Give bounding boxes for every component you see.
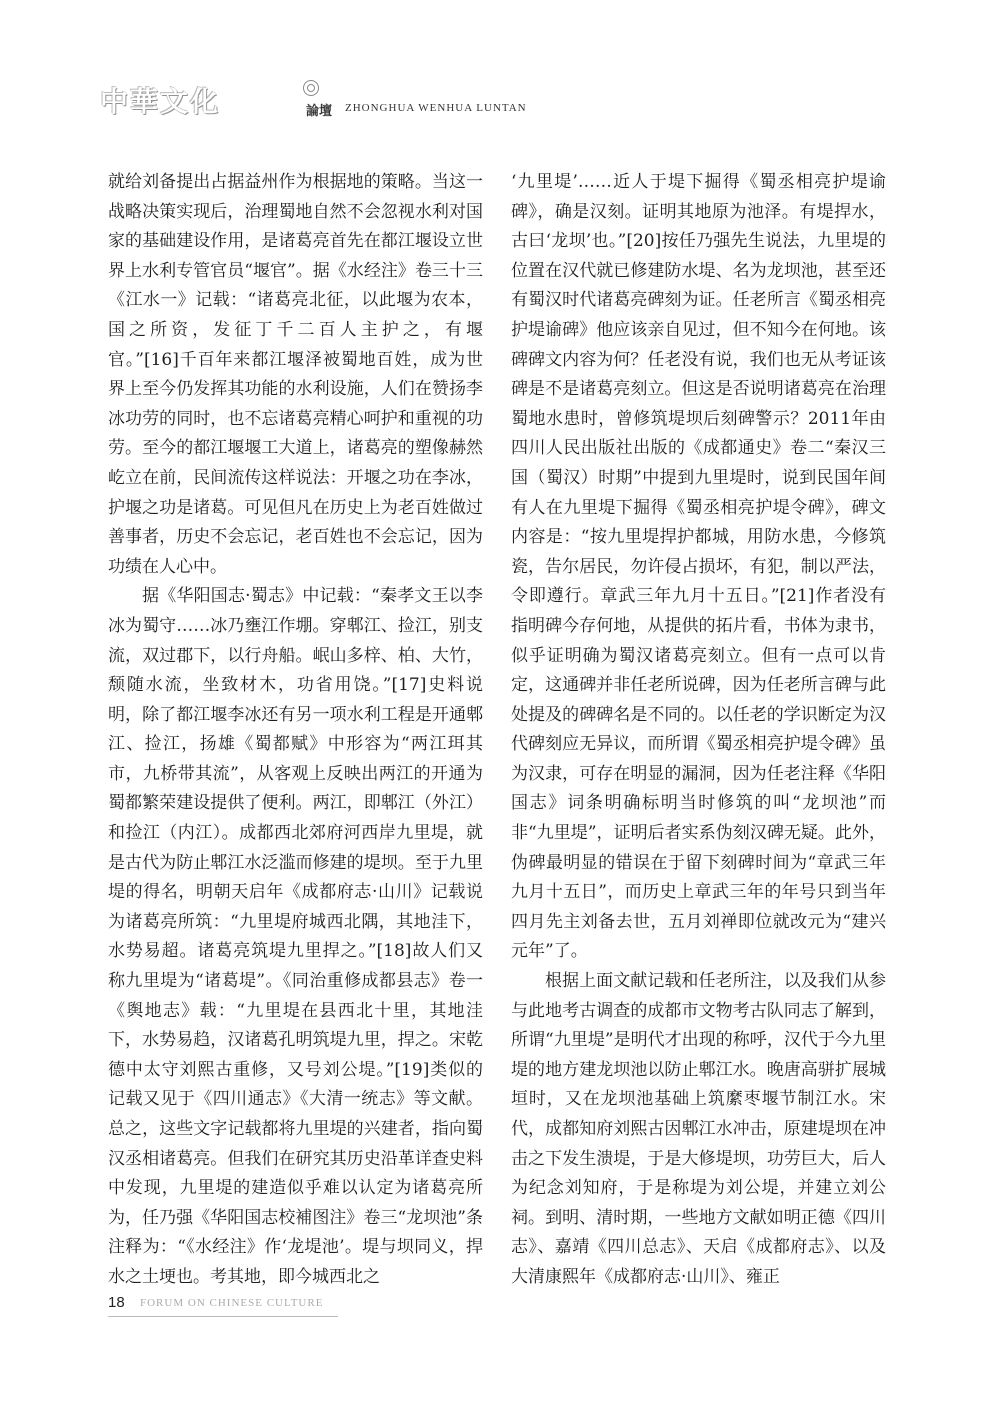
footer-journal-name: FORUM ON CHINESE CULTURE (140, 1297, 324, 1309)
paragraph: 就给刘备提出占据益州作为根据地的策略。当这一战略决策实现后，治理蜀地自然不会忽视水利对国家的基础建设作用，是诸葛亮首先在都江堰设立世界上水利专管官员“堰官”。据《水经注》卷三十三《江水一》记载：“诸葛亮北征，以此堰为农本，国之所资，发征丁千二百人主护之，有堰官。”[16]千百年来都江堰泽被蜀地百姓，成为世界上至今仍发挥其功能的水利设施，人们在赞扬李冰功劳的同时，也不忘诸葛亮精心呵护和重视的功劳。至今的都江堰堰工大道上，诸葛亮的塑像赫然屹立在前，民间流传这样说法：开堰之功在李冰，护堰之功是诸葛。可见但凡在历史上为老百姓做过善事者，历史不会忘记，老百姓也不会忘记，因为功绩在人心中。 (108, 172, 483, 577)
journal-name-pinyin: ZHONGHUA WENHUA LUNTAN (345, 102, 527, 114)
journal-header (100, 80, 527, 120)
footer-divider (108, 1316, 338, 1317)
paragraph: ‘九里堤’……近人于堤下掘得《蜀丞相亮护堤谕碑》，确是汉刻。证明其地原为池泽。有堤捍水，古曰‘龙坝’也。”[20]按任乃强先生说法，九里堤的位置在汉代就已修建防水堤、名为龙坝池，甚至还有蜀汉时代诸葛亮碑刻为证。任老所言《蜀丞相亮护堤谕碑》他应该亲自见过，但不知今在何地。该碑碑文内容为何？任老没有说，我们也无从考证该碑是不是诸葛亮刻立。但这是否说明诸葛亮在治理蜀地水患时，曾修筑堤坝后刻碑警示？2011年由四川人民出版社出版的《成都通史》卷二“秦汉三国（蜀汉）时期”中提到九里堤时，说到民国年间有人在九里堤下掘得《蜀丞相亮护堤令碑》，碑文内容是：“按九里堤捍护都城，用防水患，今修筑瓷，告尔居民，勿许侵占损坏，有犯，制以严法，令即遵行。章武三年九月十五日。”[21]作者没有指明碑今存何地，从提供的拓片看，书体为隶书，似乎证明确为蜀汉诸葛亮刻立。但有一点可以肯定，这通碑并非任老所说碑，因为任老所言碑与此处提及的碑碑名是不同的。以任老的学识断定为汉代碑刻应无异议，而所谓《蜀丞相亮护堤令碑》虽为汉隶，可存在明显的漏洞，因为任老注释《华阳国志》词条明确标明当时修筑的叫“龙坝池”而非“九里堤”，证明后者实系伪刻汉碑无疑。此外，伪碑最明显的错误在于留下刻碑时间为“章武三年九月十五日”，而历史上章武三年的年号只到当年四月先主刘备去世，五月刘禅即位就改元为“建兴元年”了。 (511, 172, 886, 962)
left-text-column (108, 168, 483, 1293)
logo-emblem-icon (303, 80, 319, 96)
journal-logo: 中華文化 (100, 85, 221, 118)
journal-logo-subtitle: 論壇 (306, 104, 333, 119)
paragraph: 据《华阳国志·蜀志》中记载：“秦孝文王以李冰为蜀守……冰乃壅江作堋。穿郫江、捡江，别支流，双过郡下，以行舟船。岷山多梓、柏、大竹，颓随水流，坐致材木，功省用饶。”[17]史料说明，除了都江堰李冰还有另一项水利工程是开通郫江、捡江，扬雄《蜀都赋》中形容为“两江珥其市，九桥带其流”，从客观上反映出两江的开通为蜀都繁荣建设提供了便利。两江，即郫江（外江）和捡江（内江）。成都西北郊府河西岸九里堤，就是古代为防止郫江水泛滥而修建的堤坝。至于九里堤的得名，明朝天启年《成都府志·山川》记载说为诸葛亮所筑：“九里堤府城西北隅，其地洼下，水势易超。诸葛亮筑堤九里捍之。”[18]故人们又称九里堤为“诸葛堤”。《同治重修成都县志》卷一《舆地志》载：“九里堤在县西北十里，其地洼下，水势易趋，汉诸葛孔明筑堤九里，捍之。宋乾德中太守刘熙古重修，又号刘公堤。”[19]类似的记载又见于《四川通志》《大清一统志》等文献。总之，这些文字记载都将九里堤的兴建者，指向蜀汉丞相诸葛亮。但我们在研究其历史沿革详查史料中发现，九里堤的建造似乎难以认定为诸葛亮所为，任乃强《华阳国志校補图注》卷三“龙坝池”条注释为：“《水经注》作‘龙堤池’。堤与坝同义，捍水之土埂也。考其地，即今城西北之 (108, 586, 483, 1287)
right-text-column (511, 168, 886, 1293)
page-number: 18 (108, 1294, 125, 1311)
paragraph: 根据上面文献记载和任老所注，以及我们从参与此地考古调查的成都市文物考古队同志了解到，所谓“九里堤”是明代才出现的称呼，汉代于今九里堤的地方建龙坝池以防止郫江水。晚唐高骈扩展城垣时，又在龙坝池基础上筑縻枣堰节制江水。宋代，成都知府刘熙古因郫江水冲击，原建堤坝在冲击之下发生溃堤，于是大修堤坝，功劳巨大，后人为纪念刘知府，于是称堤为刘公堤，并建立刘公祠。到明、清时期，一些地方文献如明正德《四川志》、嘉靖《四川总志》、天启《成都府志》、以及大清康熙年《成都府志·山川》、雍正 (511, 971, 886, 1287)
